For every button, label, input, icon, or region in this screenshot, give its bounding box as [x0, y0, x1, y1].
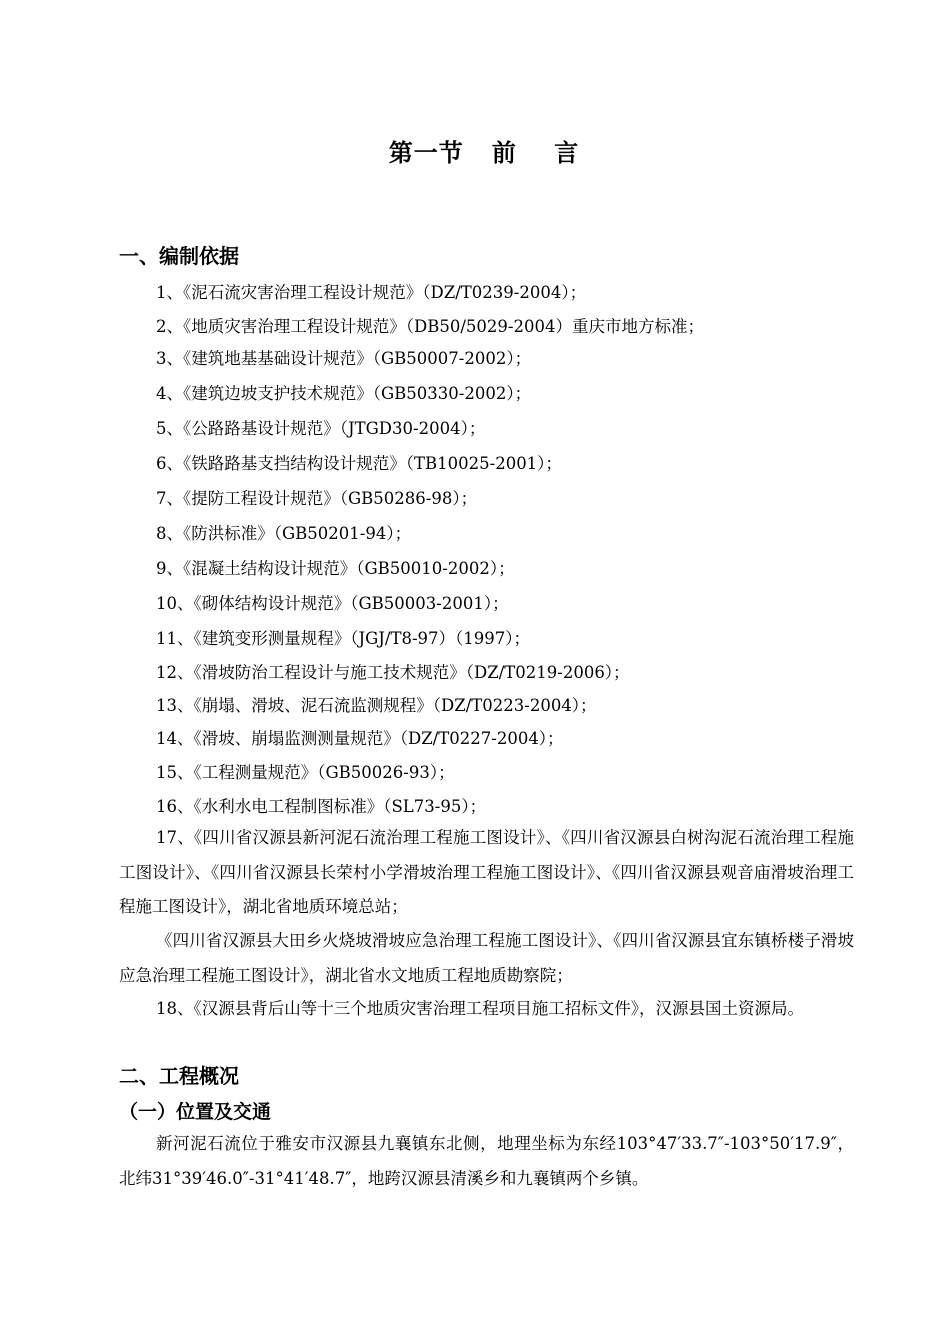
reference-item: 15、《工程测量规范》（GB50026-93）；: [156, 763, 455, 782]
reference-item: 5、《公路路基设计规范》（JTGD30-2004）；: [156, 419, 486, 438]
reference-item: 12、《滑坡防治工程设计与施工技术规范》（DZ/T0219-2006）；: [156, 663, 630, 682]
reference-item: 9、《混凝土结构设计规范》（GB50010-2002）；: [156, 559, 515, 578]
reference-item: 8、《防洪标准》（GB50201-94）；: [156, 524, 412, 543]
location-paragraph: 新河泥石流位于雅安市汉源县九襄镇东北侧，地理坐标为东经103°47′33.7″-103°50′17.9″，北纬31°39′46.0″-31°41′48.7″，地跨汉源县清溪乡和九襄镇两个乡镇。: [119, 1134, 854, 1188]
reference-item: 7、《提防工程设计规范》（GB50286-98）；: [156, 489, 478, 508]
reference-item-18: 18、《汉源县背后山等十三个地质灾害治理工程项目施工招标文件》，汉源县国土资源局。: [156, 999, 804, 1018]
reference-item: 11、《建筑变形测量规程》（JGJ/T8-97）（1997）；: [156, 629, 531, 648]
section-heading-overview: 二、工程概况: [119, 1064, 239, 1088]
reference-item: 4、《建筑边坡支护技术规范》（GB50330-2002）；: [156, 384, 532, 403]
reference-item: 10、《砌体结构设计规范》（GB50003-2001）；: [156, 594, 509, 613]
reference-item-17a: 17、《四川省汉源县新河泥石流治理工程施工图设计》、《四川省汉源县白树沟泥石流治理工程施工图设计》、《四川省汉源县长荣村小学滑坡治理工程施工图设计》、《四川省汉源县观音庙滑坡治理工程施工图设计》，湖北省地质环境总站；: [119, 828, 854, 916]
section-heading-basis: 一、编制依据: [119, 244, 239, 268]
reference-item: 13、《崩塌、滑坡、泥石流监测规程》（DZ/T0223-2004）；: [156, 696, 597, 715]
reference-item: 3、《建筑地基基础设计规范》（GB50007-2002）；: [156, 349, 532, 368]
reference-item: 14、《滑坡、崩塌监测测量规范》（DZ/T0227-2004）；: [156, 729, 564, 748]
reference-item-17b: 《四川省汉源县大田乡火烧坡滑坡应急治理工程施工图设计》、《四川省汉源县宜东镇桥楼子滑坡应急治理工程施工图设计》，湖北省水文地质工程地质勘察院；: [119, 931, 854, 985]
reference-item: 16、《水利水电工程制图标准》（SL73-95）；: [156, 797, 487, 816]
reference-item: 1、《泥石流灾害治理工程设计规范》（DZ/T0239-2004）；: [156, 283, 587, 302]
page-title: 第一节 前 言: [388, 139, 580, 167]
reference-item: 2、《地质灾害治理工程设计规范》（DB50/5029-2004）重庆市地方标准；: [156, 317, 704, 336]
subsection-heading-location: （一）位置及交通: [119, 1101, 272, 1123]
reference-item: 6、《铁路路基支挡结构设计规范》（TB10025-2001）；: [156, 454, 562, 473]
